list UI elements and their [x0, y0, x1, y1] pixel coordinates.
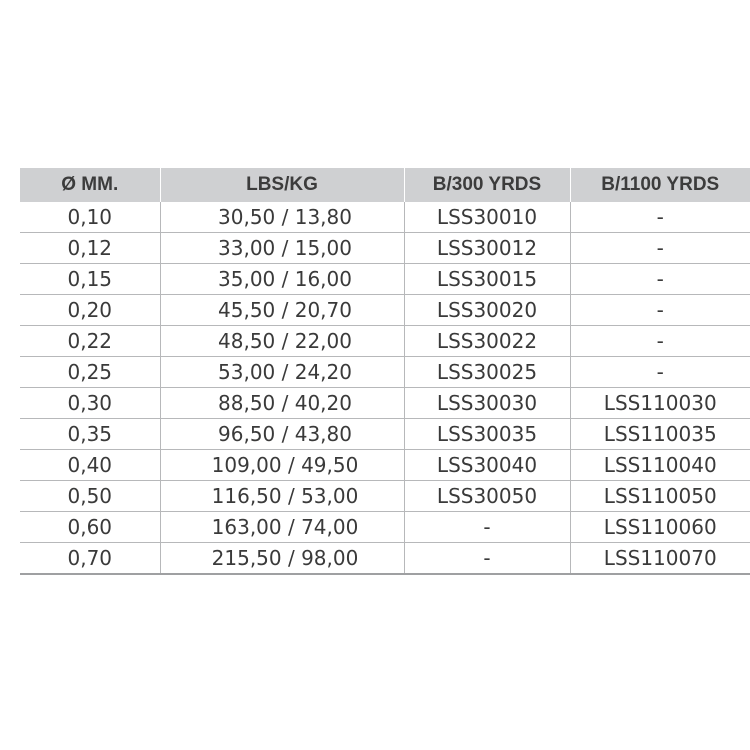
table-row	[20, 233, 750, 264]
code-300-cell: LSS30020	[404, 295, 570, 326]
code-1100-cell: -	[570, 233, 750, 264]
code-300-cell: LSS30035	[404, 419, 570, 450]
table-row	[20, 388, 750, 419]
header-row	[20, 168, 750, 202]
code-1100-cell: -	[570, 202, 750, 233]
diameter-cell: 0,30	[20, 388, 160, 419]
code-1100-cell: -	[570, 295, 750, 326]
line-spec-table	[20, 168, 750, 575]
code-300-cell: LSS30012	[404, 233, 570, 264]
code-300-cell: LSS30040	[404, 450, 570, 481]
code-300-cell: -	[404, 512, 570, 543]
strength-cell: 116,50 / 53,00	[160, 481, 404, 512]
table-row	[20, 419, 750, 450]
diameter-cell: 0,50	[20, 481, 160, 512]
code-300-cell: LSS30015	[404, 264, 570, 295]
code-300-cell: -	[404, 543, 570, 575]
table-header	[20, 168, 750, 202]
diameter-cell: 0,35	[20, 419, 160, 450]
strength-cell: 96,50 / 43,80	[160, 419, 404, 450]
table-row	[20, 264, 750, 295]
code-1100-cell: LSS110035	[570, 419, 750, 450]
strength-cell: 35,00 / 16,00	[160, 264, 404, 295]
code-300-cell: LSS30025	[404, 357, 570, 388]
diameter-cell: 0,25	[20, 357, 160, 388]
diameter-cell: 0,20	[20, 295, 160, 326]
table-row	[20, 512, 750, 543]
code-1100-cell: LSS110030	[570, 388, 750, 419]
code-1100-cell: LSS110040	[570, 450, 750, 481]
diameter-cell: 0,15	[20, 264, 160, 295]
diameter-cell: 0,60	[20, 512, 160, 543]
code-1100-cell: -	[570, 357, 750, 388]
diameter-cell: 0,22	[20, 326, 160, 357]
diameter-cell: 0,70	[20, 543, 160, 575]
header-strength: LBS/KG	[160, 168, 404, 202]
diameter-cell: 0,10	[20, 202, 160, 233]
code-1100-cell: LSS110060	[570, 512, 750, 543]
table-row	[20, 450, 750, 481]
strength-cell: 53,00 / 24,20	[160, 357, 404, 388]
table-row	[20, 481, 750, 512]
table-row	[20, 326, 750, 357]
strength-cell: 163,00 / 74,00	[160, 512, 404, 543]
code-300-cell: LSS30010	[404, 202, 570, 233]
code-1100-cell: LSS110050	[570, 481, 750, 512]
code-1100-cell: LSS110070	[570, 543, 750, 575]
strength-cell: 33,00 / 15,00	[160, 233, 404, 264]
diameter-cell: 0,12	[20, 233, 160, 264]
strength-cell: 45,50 / 20,70	[160, 295, 404, 326]
strength-cell: 215,50 / 98,00	[160, 543, 404, 575]
header-1100-yards: B/1100 YRDS	[570, 168, 750, 202]
code-1100-cell: -	[570, 264, 750, 295]
code-300-cell: LSS30050	[404, 481, 570, 512]
strength-cell: 30,50 / 13,80	[160, 202, 404, 233]
table-row	[20, 295, 750, 326]
diameter-cell: 0,40	[20, 450, 160, 481]
strength-cell: 88,50 / 40,20	[160, 388, 404, 419]
header-300-yards: B/300 YRDS	[404, 168, 570, 202]
code-1100-cell: -	[570, 326, 750, 357]
code-300-cell: LSS30030	[404, 388, 570, 419]
strength-cell: 48,50 / 22,00	[160, 326, 404, 357]
header-diameter: Ø MM.	[20, 168, 160, 202]
table-row	[20, 357, 750, 388]
table-row	[20, 202, 750, 233]
table-row	[20, 543, 750, 575]
code-300-cell: LSS30022	[404, 326, 570, 357]
strength-cell: 109,00 / 49,50	[160, 450, 404, 481]
table-body	[20, 202, 750, 574]
